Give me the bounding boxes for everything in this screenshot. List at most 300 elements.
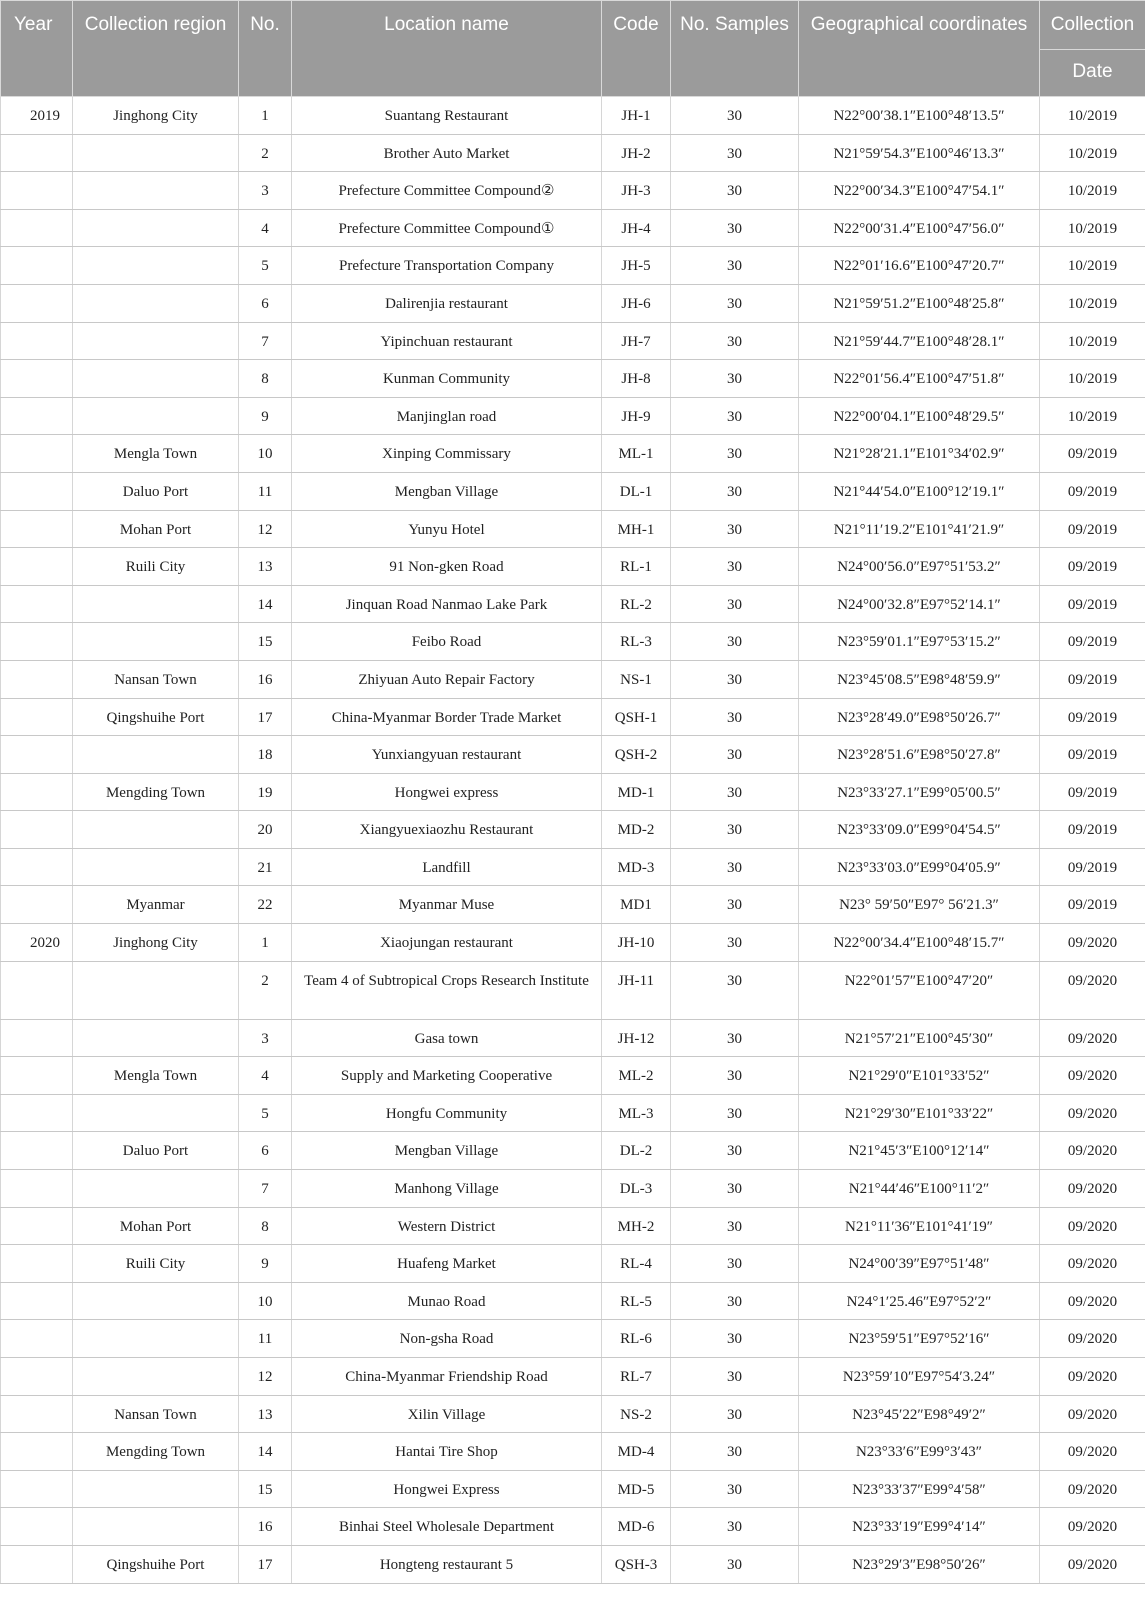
- cell-samples: 30: [671, 435, 799, 473]
- cell-code: JH-5: [602, 247, 671, 285]
- cell-location-name: Supply and Marketing Cooperative: [292, 1057, 602, 1095]
- cell-number: 8: [239, 360, 292, 398]
- cell-date: 10/2019: [1040, 172, 1145, 210]
- cell-year: [1, 1433, 73, 1471]
- table-row: [1, 360, 1145, 398]
- cell-code: JH-7: [602, 322, 671, 360]
- cell-year: [1, 848, 73, 886]
- cell-location-name: Suantang Restaurant: [292, 97, 602, 135]
- cell-code: MD-3: [602, 848, 671, 886]
- cell-collection-region: Mohan Port: [73, 510, 239, 548]
- cell-collection-region: Mengding Town: [73, 1433, 239, 1471]
- table-row: [1, 811, 1145, 849]
- cell-coordinates: N22°00′34.4″E100°48′15.7″: [799, 924, 1040, 962]
- table-row: [1, 1094, 1145, 1132]
- cell-samples: 30: [671, 961, 799, 1019]
- cell-code: MH-1: [602, 510, 671, 548]
- cell-collection-region: [73, 172, 239, 210]
- cell-number: 6: [239, 1132, 292, 1170]
- cell-year: 2019: [1, 97, 73, 135]
- header-geographical-coordinates: Geographical coordinates: [799, 1, 1040, 97]
- cell-code: JH-4: [602, 209, 671, 247]
- cell-coordinates: N22°01′16.6″E100°47′20.7″: [799, 247, 1040, 285]
- cell-samples: 30: [671, 886, 799, 924]
- cell-date: 09/2020: [1040, 1358, 1145, 1396]
- cell-coordinates: N23°59′10″E97°54′3.24″: [799, 1358, 1040, 1396]
- cell-date: 09/2019: [1040, 623, 1145, 661]
- table-row: [1, 510, 1145, 548]
- cell-number: 3: [239, 1019, 292, 1057]
- cell-date: 10/2019: [1040, 134, 1145, 172]
- cell-collection-region: [73, 134, 239, 172]
- cell-date: 09/2020: [1040, 1170, 1145, 1208]
- cell-number: 17: [239, 698, 292, 736]
- cell-year: [1, 360, 73, 398]
- cell-year: [1, 1245, 73, 1283]
- cell-number: 14: [239, 1433, 292, 1471]
- cell-coordinates: N23°45′22″E98°49′2″: [799, 1395, 1040, 1433]
- cell-code: ML-3: [602, 1094, 671, 1132]
- cell-year: [1, 209, 73, 247]
- cell-collection-region: Ruili City: [73, 1245, 239, 1283]
- cell-date: 09/2019: [1040, 510, 1145, 548]
- cell-location-name: Hongwei express: [292, 773, 602, 811]
- cell-location-name: Prefecture Committee Compound①: [292, 209, 602, 247]
- cell-coordinates: N23°33′19″E99°4′14″: [799, 1508, 1040, 1546]
- table-row: [1, 660, 1145, 698]
- cell-samples: 30: [671, 1094, 799, 1132]
- cell-date: 10/2019: [1040, 209, 1145, 247]
- cell-code: NS-1: [602, 660, 671, 698]
- cell-number: 1: [239, 924, 292, 962]
- cell-year: [1, 1470, 73, 1508]
- cell-year: [1, 1094, 73, 1132]
- cell-date: 09/2020: [1040, 961, 1145, 1019]
- table-row: [1, 1132, 1145, 1170]
- table-row: [1, 322, 1145, 360]
- cell-year: [1, 134, 73, 172]
- cell-date: 09/2019: [1040, 472, 1145, 510]
- cell-collection-region: [73, 1508, 239, 1546]
- table-row: [1, 1470, 1145, 1508]
- cell-location-name: Yunyu Hotel: [292, 510, 602, 548]
- cell-year: [1, 1170, 73, 1208]
- cell-code: JH-9: [602, 397, 671, 435]
- table-row: [1, 548, 1145, 586]
- cell-location-name: Myanmar Muse: [292, 886, 602, 924]
- cell-collection-region: Daluo Port: [73, 472, 239, 510]
- cell-code: JH-6: [602, 284, 671, 322]
- cell-coordinates: N21°59′54.3″E100°46′13.3″: [799, 134, 1040, 172]
- cell-number: 3: [239, 172, 292, 210]
- cell-number: 4: [239, 209, 292, 247]
- cell-coordinates: N21°57′21″E100°45′30″: [799, 1019, 1040, 1057]
- cell-code: MD-1: [602, 773, 671, 811]
- cell-number: 9: [239, 397, 292, 435]
- cell-location-name: Non-gsha Road: [292, 1320, 602, 1358]
- cell-code: MH-2: [602, 1207, 671, 1245]
- cell-year: [1, 1395, 73, 1433]
- table-row: [1, 1245, 1145, 1283]
- cell-coordinates: N22°00′34.3″E100°47′54.1″: [799, 172, 1040, 210]
- cell-collection-region: [73, 736, 239, 774]
- cell-coordinates: N21°44′54.0″E100°12′19.1″: [799, 472, 1040, 510]
- cell-location-name: Brother Auto Market: [292, 134, 602, 172]
- cell-date: 09/2020: [1040, 1094, 1145, 1132]
- cell-collection-region: [73, 397, 239, 435]
- cell-collection-region: Jinghong City: [73, 924, 239, 962]
- cell-code: JH-3: [602, 172, 671, 210]
- cell-samples: 30: [671, 1545, 799, 1583]
- cell-number: 6: [239, 284, 292, 322]
- cell-collection-region: [73, 360, 239, 398]
- cell-collection-region: [73, 623, 239, 661]
- cell-location-name: China-Myanmar Friendship Road: [292, 1358, 602, 1396]
- cell-samples: 30: [671, 97, 799, 135]
- cell-coordinates: N23°33′09.0″E99°04′54.5″: [799, 811, 1040, 849]
- cell-date: 09/2019: [1040, 435, 1145, 473]
- table-row: [1, 924, 1145, 962]
- cell-location-name: Feibo Road: [292, 623, 602, 661]
- table-row: [1, 585, 1145, 623]
- table-body: [1, 97, 1145, 1584]
- table-row: [1, 1320, 1145, 1358]
- cell-collection-region: [73, 1358, 239, 1396]
- cell-collection-region: [73, 1170, 239, 1208]
- cell-coordinates: N23°28′49.0″E98°50′26.7″: [799, 698, 1040, 736]
- cell-coordinates: N22°00′31.4″E100°47′56.0″: [799, 209, 1040, 247]
- cell-samples: 30: [671, 698, 799, 736]
- cell-samples: 30: [671, 848, 799, 886]
- cell-code: ML-1: [602, 435, 671, 473]
- cell-collection-region: [73, 209, 239, 247]
- table-row: [1, 435, 1145, 473]
- cell-date: 09/2020: [1040, 924, 1145, 962]
- cell-collection-region: [73, 247, 239, 285]
- table-row: [1, 1545, 1145, 1583]
- cell-code: MD-2: [602, 811, 671, 849]
- cell-number: 1: [239, 97, 292, 135]
- header-code: Code: [602, 1, 671, 97]
- cell-coordinates: N23°33′03.0″E99°04′05.9″: [799, 848, 1040, 886]
- cell-collection-region: [73, 1094, 239, 1132]
- cell-date: 10/2019: [1040, 322, 1145, 360]
- cell-code: MD-5: [602, 1470, 671, 1508]
- table-row: [1, 1508, 1145, 1546]
- cell-date: 09/2020: [1040, 1019, 1145, 1057]
- cell-date: 10/2019: [1040, 360, 1145, 398]
- cell-number: 18: [239, 736, 292, 774]
- cell-date: 10/2019: [1040, 247, 1145, 285]
- cell-coordinates: N23°59′51″E97°52′16″: [799, 1320, 1040, 1358]
- table-row: [1, 698, 1145, 736]
- table-row: [1, 172, 1145, 210]
- cell-coordinates: N24°00′32.8″E97°52′14.1″: [799, 585, 1040, 623]
- cell-samples: 30: [671, 660, 799, 698]
- cell-location-name: Mengban Village: [292, 472, 602, 510]
- cell-coordinates: N23°59′01.1″E97°53′15.2″: [799, 623, 1040, 661]
- cell-collection-region: [73, 811, 239, 849]
- cell-collection-region: [73, 284, 239, 322]
- cell-date: 09/2020: [1040, 1132, 1145, 1170]
- cell-number: 15: [239, 1470, 292, 1508]
- cell-code: RL-5: [602, 1282, 671, 1320]
- cell-location-name: Prefecture Committee Compound②: [292, 172, 602, 210]
- cell-year: [1, 322, 73, 360]
- cell-location-name: Landfill: [292, 848, 602, 886]
- cell-number: 4: [239, 1057, 292, 1095]
- cell-samples: 30: [671, 1358, 799, 1396]
- cell-number: 2: [239, 961, 292, 1019]
- cell-year: [1, 472, 73, 510]
- cell-year: [1, 736, 73, 774]
- cell-location-name: Zhiyuan Auto Repair Factory: [292, 660, 602, 698]
- cell-location-name: Kunman Community: [292, 360, 602, 398]
- cell-code: DL-1: [602, 472, 671, 510]
- cell-location-name: Mengban Village: [292, 1132, 602, 1170]
- cell-code: NS-2: [602, 1395, 671, 1433]
- cell-number: 8: [239, 1207, 292, 1245]
- cell-number: 10: [239, 435, 292, 473]
- cell-code: JH-11: [602, 961, 671, 1019]
- cell-samples: 30: [671, 1170, 799, 1208]
- cell-number: 12: [239, 510, 292, 548]
- cell-code: MD1: [602, 886, 671, 924]
- cell-location-name: Hongfu Community: [292, 1094, 602, 1132]
- cell-location-name: Huafeng Market: [292, 1245, 602, 1283]
- header-location-name: Location name: [292, 1, 602, 97]
- table-row: [1, 1282, 1145, 1320]
- cell-samples: 30: [671, 1282, 799, 1320]
- cell-samples: 30: [671, 1508, 799, 1546]
- cell-year: [1, 247, 73, 285]
- cell-samples: 30: [671, 1320, 799, 1358]
- cell-year: [1, 585, 73, 623]
- cell-code: RL-3: [602, 623, 671, 661]
- cell-date: 09/2020: [1040, 1245, 1145, 1283]
- cell-code: RL-4: [602, 1245, 671, 1283]
- table-row: [1, 961, 1145, 1019]
- cell-code: DL-2: [602, 1132, 671, 1170]
- cell-coordinates: N22°00′04.1″E100°48′29.5″: [799, 397, 1040, 435]
- cell-samples: 30: [671, 1245, 799, 1283]
- cell-number: 9: [239, 1245, 292, 1283]
- cell-coordinates: N21°28′21.1″E101°34′02.9″: [799, 435, 1040, 473]
- cell-samples: 30: [671, 811, 799, 849]
- cell-samples: 30: [671, 472, 799, 510]
- cell-coordinates: N21°29′30″E101°33′22″: [799, 1094, 1040, 1132]
- cell-year: [1, 510, 73, 548]
- cell-collection-region: Qingshuihe Port: [73, 698, 239, 736]
- cell-number: 15: [239, 623, 292, 661]
- cell-number: 2: [239, 134, 292, 172]
- cell-year: [1, 660, 73, 698]
- cell-coordinates: N21°11′36″E101°41′19″: [799, 1207, 1040, 1245]
- cell-location-name: Hongwei Express: [292, 1470, 602, 1508]
- cell-year: [1, 623, 73, 661]
- cell-number: 13: [239, 548, 292, 586]
- cell-collection-region: Mengla Town: [73, 1057, 239, 1095]
- cell-coordinates: N21°59′44.7″E100°48′28.1″: [799, 322, 1040, 360]
- cell-year: [1, 397, 73, 435]
- cell-samples: 30: [671, 1470, 799, 1508]
- cell-code: QSH-2: [602, 736, 671, 774]
- table-header: [1, 1, 1145, 97]
- cell-coordinates: N22°01′56.4″E100°47′51.8″: [799, 360, 1040, 398]
- cell-year: [1, 811, 73, 849]
- cell-number: 16: [239, 1508, 292, 1546]
- cell-date: 10/2019: [1040, 284, 1145, 322]
- cell-year: [1, 1545, 73, 1583]
- cell-collection-region: [73, 322, 239, 360]
- cell-samples: 30: [671, 623, 799, 661]
- cell-year: [1, 1019, 73, 1057]
- cell-year: [1, 961, 73, 1019]
- cell-coordinates: N21°44′46″E100°11′2″: [799, 1170, 1040, 1208]
- cell-collection-region: Daluo Port: [73, 1132, 239, 1170]
- cell-date: 09/2020: [1040, 1282, 1145, 1320]
- cell-year: [1, 1282, 73, 1320]
- cell-year: [1, 1320, 73, 1358]
- cell-year: [1, 1132, 73, 1170]
- table-row: [1, 134, 1145, 172]
- cell-collection-region: Myanmar: [73, 886, 239, 924]
- cell-coordinates: N21°11′19.2″E101°41′21.9″: [799, 510, 1040, 548]
- cell-number: 11: [239, 1320, 292, 1358]
- cell-coordinates: N23°45′08.5″E98°48′59.9″: [799, 660, 1040, 698]
- cell-code: RL-1: [602, 548, 671, 586]
- cell-number: 12: [239, 1358, 292, 1396]
- cell-samples: 30: [671, 322, 799, 360]
- cell-location-name: Yunxiangyuan restaurant: [292, 736, 602, 774]
- cell-location-name: Manjinglan road: [292, 397, 602, 435]
- cell-date: 09/2019: [1040, 698, 1145, 736]
- cell-number: 5: [239, 1094, 292, 1132]
- cell-date: 09/2019: [1040, 736, 1145, 774]
- cell-date: 09/2019: [1040, 773, 1145, 811]
- cell-location-name: Xilin Village: [292, 1395, 602, 1433]
- cell-samples: 30: [671, 585, 799, 623]
- cell-coordinates: N23°33′6″E99°3′43″: [799, 1433, 1040, 1471]
- cell-coordinates: N21°29′0″E101°33′52″: [799, 1057, 1040, 1095]
- cell-location-name: Western District: [292, 1207, 602, 1245]
- cell-location-name: Xiaojungan restaurant: [292, 924, 602, 962]
- cell-number: 5: [239, 247, 292, 285]
- cell-samples: 30: [671, 1057, 799, 1095]
- cell-date: 09/2019: [1040, 848, 1145, 886]
- cell-coordinates: N23°33′37″E99°4′58″: [799, 1470, 1040, 1508]
- header-number: No.: [239, 1, 292, 97]
- cell-samples: 30: [671, 360, 799, 398]
- cell-samples: 30: [671, 397, 799, 435]
- cell-collection-region: Nansan Town: [73, 1395, 239, 1433]
- table-row: [1, 472, 1145, 510]
- cell-location-name: Binhai Steel Wholesale Department: [292, 1508, 602, 1546]
- cell-year: [1, 435, 73, 473]
- table-row: [1, 736, 1145, 774]
- table-row: [1, 1395, 1145, 1433]
- table-row: [1, 848, 1145, 886]
- cell-location-name: Manhong Village: [292, 1170, 602, 1208]
- cell-date: 09/2020: [1040, 1320, 1145, 1358]
- cell-location-name: Prefecture Transportation Company: [292, 247, 602, 285]
- cell-number: 20: [239, 811, 292, 849]
- cell-number: 19: [239, 773, 292, 811]
- cell-date: 09/2019: [1040, 548, 1145, 586]
- header-date: Date: [1040, 49, 1145, 96]
- header-year: Year: [1, 1, 73, 97]
- header-collection: Collection: [1040, 1, 1145, 50]
- cell-date: 09/2019: [1040, 886, 1145, 924]
- cell-code: JH-12: [602, 1019, 671, 1057]
- cell-location-name: Xinping Commissary: [292, 435, 602, 473]
- cell-collection-region: Mengla Town: [73, 435, 239, 473]
- cell-year: [1, 172, 73, 210]
- cell-code: JH-10: [602, 924, 671, 962]
- cell-location-name: Team 4 of Subtropical Crops Research Institute: [292, 961, 602, 1019]
- cell-date: 10/2019: [1040, 397, 1145, 435]
- cell-code: JH-2: [602, 134, 671, 172]
- cell-samples: 30: [671, 1132, 799, 1170]
- cell-samples: 30: [671, 247, 799, 285]
- cell-code: MD-6: [602, 1508, 671, 1546]
- cell-year: [1, 1358, 73, 1396]
- cell-samples: 30: [671, 1395, 799, 1433]
- cell-year: [1, 886, 73, 924]
- cell-number: 7: [239, 1170, 292, 1208]
- table-row: [1, 1170, 1145, 1208]
- cell-coordinates: N24°00′39″E97°51′48″: [799, 1245, 1040, 1283]
- cell-samples: 30: [671, 773, 799, 811]
- cell-coordinates: N23°28′51.6″E98°50′27.8″: [799, 736, 1040, 774]
- cell-number: 13: [239, 1395, 292, 1433]
- header-number-of-samples: No. Samples: [671, 1, 799, 97]
- cell-number: 7: [239, 322, 292, 360]
- cell-samples: 30: [671, 284, 799, 322]
- cell-samples: 30: [671, 736, 799, 774]
- cell-collection-region: Jinghong City: [73, 97, 239, 135]
- cell-date: 09/2020: [1040, 1545, 1145, 1583]
- cell-date: 09/2020: [1040, 1395, 1145, 1433]
- cell-date: 09/2019: [1040, 811, 1145, 849]
- cell-location-name: 91 Non-gken Road: [292, 548, 602, 586]
- table-row: [1, 97, 1145, 135]
- table-row: [1, 284, 1145, 322]
- cell-collection-region: [73, 1019, 239, 1057]
- cell-collection-region: Nansan Town: [73, 660, 239, 698]
- cell-collection-region: [73, 848, 239, 886]
- cell-coordinates: N21°59′51.2″E100°48′25.8″: [799, 284, 1040, 322]
- table-row: [1, 1433, 1145, 1471]
- cell-number: 10: [239, 1282, 292, 1320]
- cell-number: 22: [239, 886, 292, 924]
- cell-code: RL-7: [602, 1358, 671, 1396]
- cell-year: [1, 1207, 73, 1245]
- cell-location-name: Munao Road: [292, 1282, 602, 1320]
- cell-collection-region: Ruili City: [73, 548, 239, 586]
- cell-samples: 30: [671, 134, 799, 172]
- cell-samples: 30: [671, 548, 799, 586]
- cell-collection-region: [73, 1470, 239, 1508]
- cell-collection-region: [73, 1320, 239, 1358]
- cell-date: 09/2019: [1040, 660, 1145, 698]
- cell-code: ML-2: [602, 1057, 671, 1095]
- cell-location-name: Hantai Tire Shop: [292, 1433, 602, 1471]
- cell-location-name: Xiangyuexiaozhu Restaurant: [292, 811, 602, 849]
- table-row: [1, 397, 1145, 435]
- header-collection-region: Collection region: [73, 1, 239, 97]
- cell-coordinates: N23°29′3″E98°50′26″: [799, 1545, 1040, 1583]
